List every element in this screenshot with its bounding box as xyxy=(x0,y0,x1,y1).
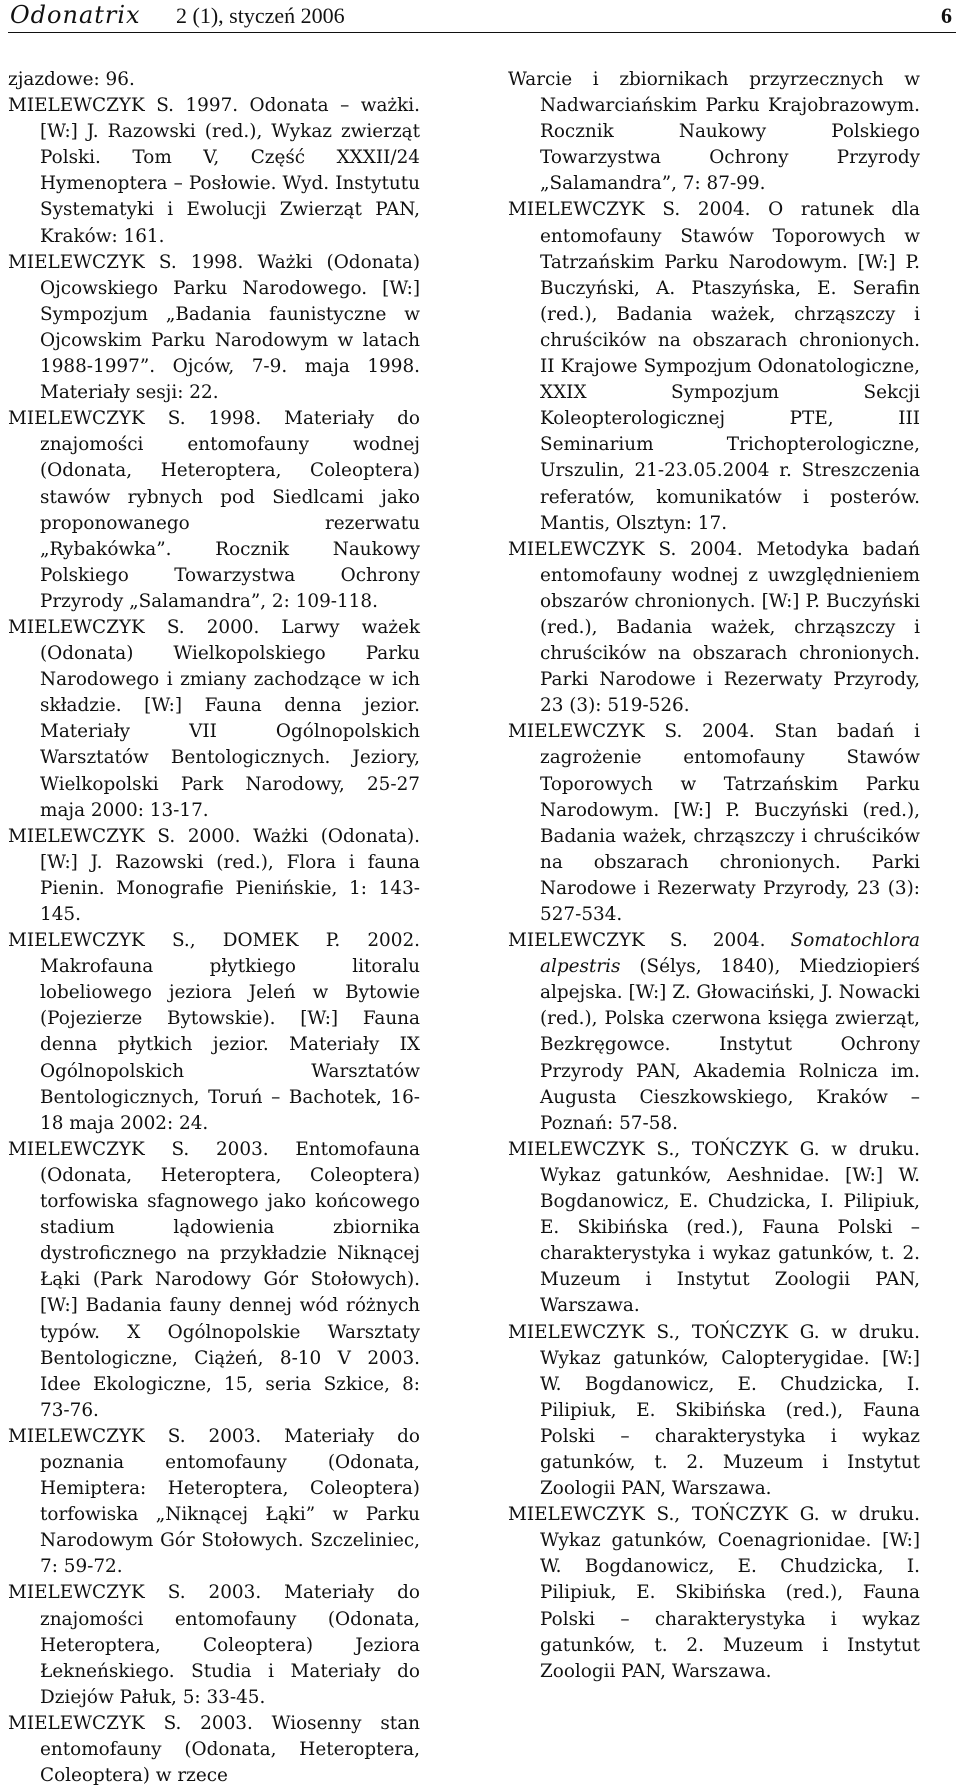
reference-entry xyxy=(508,197,920,536)
reference-author: MIELEWCZYK xyxy=(8,95,145,117)
reference-entry xyxy=(8,928,420,1137)
reference-text: S. 2003. Entomofauna (Odonata, Heteroptera, Coleoptera) torfowiska sfagnowego jako końcowego stadium lądowienia zbiornika dystroficznego na przykładzie Niknącej Łąki (Park Narodowy Gór Stołowych). [W:] Badania fauny dennej wód różnych typów. X Ogólnopolskie Warsztaty Bentologiczne, Ciążeń, 8-10 V 2003. Idee Ekologiczne, 15, seria Szkice, 8: 73-76. xyxy=(40,1138,420,1421)
reference-text: G. w druku. Wykaz gatunków, Coenagrionidae. [W:] W. Bogdanowicz, E. Chudzicka, I. Pilipiuk, E. Skibińska (red.), Fauna Polski – charakterystyka i wykaz gatunków, t. 2. Muzeum i Instytut Zoologii PAN, Warszawa. xyxy=(540,1504,920,1682)
right-column xyxy=(508,67,920,1685)
reference-entry xyxy=(8,1424,420,1581)
reference-author: MIELEWCZYK xyxy=(508,1321,645,1343)
reference-author: MIELEWCZYK xyxy=(508,199,645,221)
reference-text: S. 1998. Materiały do znajomości entomofauny wodnej (Odonata, Heteroptera, Coleoptera) stawów rybnych pod Siedlcami jako proponowanego rezerwatu „Rybakówka”. Rocznik Naukowy Polskiego Towarzystwa Ochrony Przyrody „Salamandra”, 2: 109-118. xyxy=(40,408,420,612)
reference-species: Somatochlora alpestris xyxy=(540,930,920,978)
reference-text: S. 2004. O ratunek dla entomofauny Stawów Toporowych w Tatrzańskim Parku Narodowym. [W:] P. Buczyński, A. Ptaszyńska, E. Serafin (red.), Badania ważek, chrząszczy i chruścików na obszarach chronionych. II Krajowe Sympozjum Odonatologiczne, XXIX Sympozjum Sekcji Koleopterologicznej PTE, III Seminarium Trichopterologiczne, Urszulin, 21-23.05.2004 r. Streszczenia referatów, komunikatów i posterów. Mantis, Olsztyn: 17. xyxy=(540,199,920,534)
reference-text: S. 2000. Larwy ważek (Odonata) Wielkopolskiego Parku Narodowego i zmiany zachodzące w ich składzie. [W:] Fauna denna jezior. Materiały VII Ogólnopolskich Warsztatów Bentologicznych. Jeziory, Wielkopolski Park Narodowy, 25-27 maja 2000: 13-17. xyxy=(40,616,420,821)
reference-text: S. 1997. Odonata – ważki. [W:] J. Razowski (red.), Wykaz zwierząt Polski. Tom V, Część XXXII/24 Hymenoptera – Posłowie. Wyd. Instytutu Systematyki i Ewolucji Zwierząt PAN, Kraków: 161. xyxy=(40,95,420,247)
reference-coauthor: TOŃCZYK xyxy=(691,1504,789,1526)
journal-title: Odonatrix xyxy=(10,1,141,29)
reference-author: MIELEWCZYK xyxy=(8,1425,145,1447)
reference-text: P. 2002. Makrofauna płytkiego litoralu lobeliowego jeziora Jeleń w Bytowie (Pojezierze Bytowskie). [W:] Fauna denna płytkich jezior. Materiały IX Ogólnopolskich Warsztatów Bentologicznych, Toruń – Bachotek, 16-18 maja 2002: 24. xyxy=(40,930,420,1134)
reference-text: (Sélys, 1840), Miedziopierś alpejska. [W:] Z. Głowaciński, J. Nowacki (red.), Polska czerwona księga zwierząt, Bezkręgowce. Instytut Ochrony Przyrody PAN, Akademia Rolnicza im. Augusta Cieszkowskiego, Kraków – Poznań: 57-58. xyxy=(540,956,920,1134)
reference-text: S. 2003. Wiosenny stan entomofauny (Odonata, Heteroptera, Coleoptera) w rzece xyxy=(40,1712,420,1787)
reference-entry xyxy=(8,615,420,824)
reference-author: MIELEWCZYK xyxy=(8,930,145,952)
reference-entry xyxy=(508,1137,920,1320)
reference-coauthor: TOŃCZYK xyxy=(691,1321,789,1343)
reference-entry xyxy=(508,719,920,928)
reference-text: zjazdowe: 96. xyxy=(8,69,135,90)
reference-text: S. 2004. Stan badań i zagrożenie entomofauny Stawów Toporowych w Tatrzańskim Parku Narodowym. [W:] P. Buczyński (red.), Badania ważek, chrząszczy i chruścików na obszarach chronionych. Parki Narodowe i Rezerwaty Przyrody, 23 (3): 527-534. xyxy=(540,721,920,925)
reference-entry xyxy=(8,250,420,407)
reference-entry xyxy=(8,93,420,250)
reference-author: MIELEWCZYK xyxy=(8,616,145,638)
reference-author: MIELEWCZYK xyxy=(8,1138,145,1160)
reference-text: S. 2004. xyxy=(644,930,791,952)
reference-text: G. w druku. Wykaz gatunków, Calopterygidae. [W:] W. Bogdanowicz, E. Chudzicka, I. Pilipiuk, E. Skibińska (red.), Fauna Polski – charakterystyka i wykaz gatunków, t. 2. Muzeum i Instytut Zoologii PAN, Warszawa. xyxy=(540,1321,920,1500)
reference-entry xyxy=(8,824,420,928)
reference-entry xyxy=(508,1320,920,1503)
reference-entry xyxy=(508,67,920,197)
reference-entry xyxy=(8,1580,420,1710)
reference-text: Warcie i zbiornikach przyrzecznych w Nadwarciańskim Parku Krajobrazowym. Rocznik Naukowy Polskiego Towarzystwa Ochrony Przyrody „Salamandra”, 7: 87-99. xyxy=(508,69,920,195)
reference-text: S. 1998. Ważki (Odonata) Ojcowskiego Parku Narodowego. [W:] Sympozjum „Badania faunistyczne w Ojcowskim Parku Narodowym w latach 1988-1997”. Ojców, 7-9. maja 1998. Materiały sesji: 22. xyxy=(40,251,420,404)
reference-author: MIELEWCZYK xyxy=(508,1138,645,1160)
reference-text: S. 2004. Metodyka badań entomofauny wodnej z uwzględnieniem obszarów chronionych. [W:] P. Buczyński (red.), Badania ważek, chrząszczy i chruścików na obszarach chronionych. Parki Narodowe i Rezerwaty Przyrody, 23 (3): 519-526. xyxy=(540,538,920,717)
reference-text: S. 2003. Materiały do poznania entomofauny (Odonata, Hemiptera: Heteroptera, Coleoptera) torfowiska „Niknącej Łąki” w Parku Narodowym Gór Stołowych. Szczeliniec, 7: 59-72. xyxy=(40,1425,420,1578)
reference-separator: S., xyxy=(644,1504,692,1526)
issue-info: 2 (1), styczeń 2006 xyxy=(176,3,345,28)
reference-author: MIELEWCZYK xyxy=(508,930,645,952)
reference-entry xyxy=(508,928,920,1137)
reference-entry xyxy=(8,406,420,615)
reference-separator: S., xyxy=(644,1321,692,1343)
reference-entry xyxy=(8,1137,420,1424)
reference-author: MIELEWCZYK xyxy=(8,1582,145,1604)
left-column xyxy=(8,67,420,1789)
page-number: 6 xyxy=(941,3,952,28)
reference-entry xyxy=(8,1711,420,1789)
reference-author: MIELEWCZYK xyxy=(508,1504,645,1526)
reference-author: MIELEWCZYK xyxy=(8,408,145,430)
reference-separator: S., xyxy=(644,1138,692,1160)
reference-text: S. 2003. Materiały do znajomości entomofauny (Odonata, Heteroptera, Coleoptera) Jeziora Łekneńskiego. Studia i Materiały do Dziejów Pałuk, 5: 33-45. xyxy=(40,1582,420,1708)
page-header xyxy=(8,0,956,33)
reference-author: MIELEWCZYK xyxy=(508,721,645,743)
reference-entry xyxy=(8,67,420,93)
reference-coauthor: DOMEK xyxy=(222,930,299,952)
reference-separator: S., xyxy=(144,930,223,952)
reference-author: MIELEWCZYK xyxy=(508,538,645,560)
reference-coauthor: TOŃCZYK xyxy=(691,1138,789,1160)
reference-author: MIELEWCZYK xyxy=(8,1712,145,1734)
reference-author: MIELEWCZYK xyxy=(8,825,145,847)
reference-entry xyxy=(508,537,920,720)
reference-entry xyxy=(508,1502,920,1685)
reference-text: S. 2000. Ważki (Odonata). [W:] J. Razowski (red.), Flora i fauna Pienin. Monografie Pienińskie, 1: 143-145. xyxy=(40,825,420,925)
reference-text: G. w druku. Wykaz gatunków, Aeshnidae. [W:] W. Bogdanowicz, E. Chudzicka, I. Pilipiuk, E. Skibińska (red.), Fauna Polski – charakterystyka i wykaz gatunków, t. 2. Muzeum i Instytut Zoologii PAN, Warszawa. xyxy=(540,1138,920,1317)
reference-author: MIELEWCZYK xyxy=(8,251,145,273)
